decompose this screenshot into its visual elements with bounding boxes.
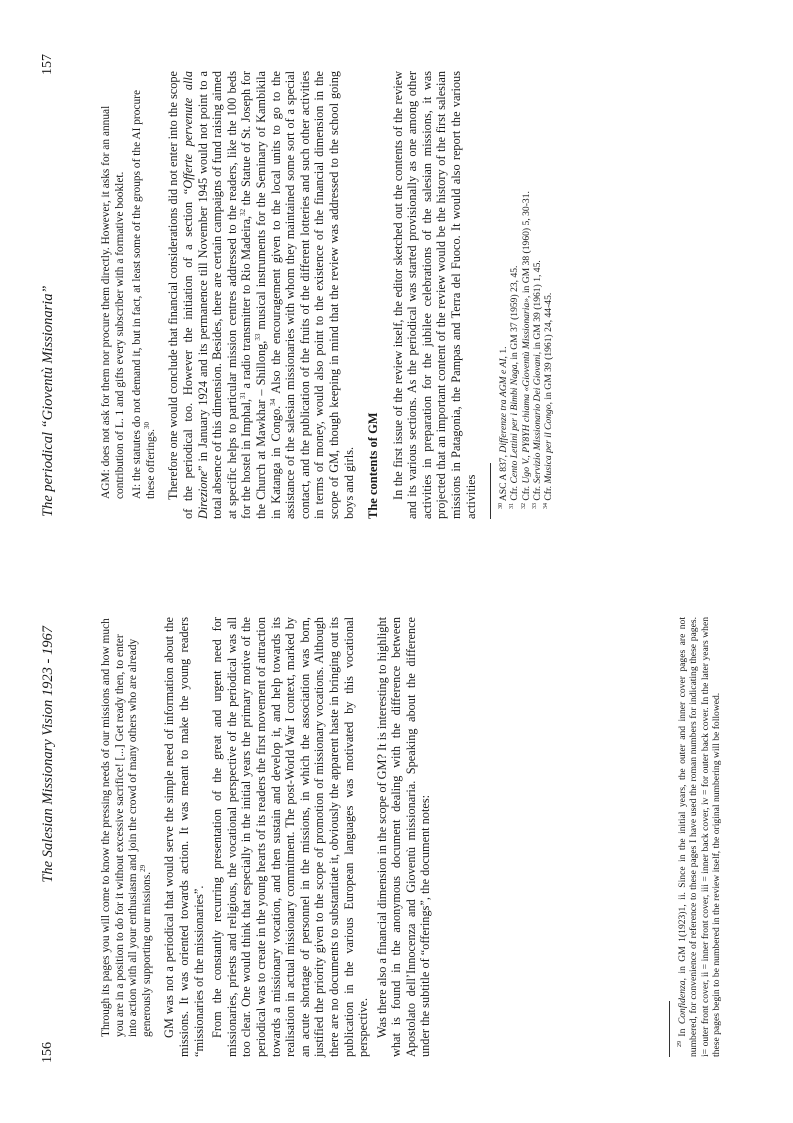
running-head: The periodical “Gioventù Missionaria” (40, 285, 56, 517)
paragraph: In the first issue of the review itself, the editor sketched out the contents of the review and its various sections. As the periodical was started provisionally as one among other activities in preparation for the jubilee celebrations of the salesian missions, it was projected that an important content of the review would be the history of the first salesian missions in Patagonia, the Pampas and Terra del Fuoco. It would also report the various activities (390, 71, 478, 519)
footnote-ref: 29 (138, 864, 147, 872)
footnote: $^{31}$ Cfr. Cento Lettini per i Bimbi Naga, in GM 37 (1959) 23, 45. (509, 265, 521, 509)
paragraph: Was there also a financial dimension in the scope of GM? It is interesting to highlight what is found in the anonymous document dealing with the difference between Apostolato dell’Innocenza and Gioventù missionaria. Speaking about the difference under the subtitle of “offerings”, the document notes: (374, 617, 433, 1057)
footnotes (677, 617, 722, 1057)
footnotes (498, 71, 554, 519)
paragraph: From the constantly recurring presentation of the great and urgent need for missionaries, priests and religious, the vocational perspective of the periodical was all too clear. One would think that especially in the initial years the primary motive of the periodical was to create in the young hearts of its readers the first movement of attraction towards a missionary vocation, and then sustain and develop it, and help towards its realisation in actual missionary commitment. The post-World War I context, marked by an acute shortage of personnel in the missions, in which the association was born, justified the priority given to the scope of promotion of missionary vocations. Although there are no documents to substantiate it, obviously the apparent haste in bringing out its publication in the various European languages was motivated by this vocational perspective. (210, 617, 371, 1057)
left-page (0, 562, 793, 1123)
block-quote: Through its pages you will come to know the pressing needs of our missions and how much you are in a position to do for it without excessive sacrifice! [...] Get ready then, to enter into action with all your enthusiasm and join the crowd of many others who are already generously supporting our missions.$^{29}$ (100, 618, 153, 1037)
body-text (100, 617, 433, 1057)
paragraph: GM was not a periodical that would serve the simple need of information about the missions. It was oriented towards action. It was meant to make the young readers “missionaries of the missionaries”. (162, 617, 206, 1057)
footnote: $^{30}$ ASC A 837, Differenze tra AGM e AI, 1. (497, 346, 509, 509)
footnote: $^{32}$ Cfr. Ugo V., PY8YH chiama «Gioventù Missionaria», in GM 38 (1960) 5, 30-31. (520, 191, 532, 509)
section-heading: The contents of GM (366, 412, 381, 519)
footnote-rule (669, 1001, 670, 1057)
body-text (100, 71, 478, 519)
running-head: The Salesian Missionary Vision 1923 - 1967 (40, 626, 56, 883)
page-number: 157 (40, 54, 55, 75)
footnote: $^{29}$ In Confidenza, in GM 1(1923)1, ii. Since in the initial years, the outer and inner cover pages are not numbered, for convenience of reference to these pages I have used the roman numbers for indicating these pages. i= outer front cover, ii = inner front cover, iii = inner back cover, iv = for outer back cover. In the later years when these pages begin to be numbered in the review itself, the original numbering will be followed. (676, 616, 722, 1057)
footnote-rule (490, 463, 491, 519)
block-quote: AGM: does not ask for them nor procure them directly. However, it asks for an annual contribution of L. 1 and gifts every subscriber with a formative booklet. (100, 105, 126, 499)
block-quote: AI: the statutes do not demand it, but in fact, at least some of the groups of the AI procure these offerings.$^{30}$ (131, 89, 157, 499)
paragraph: Therefore one would conclude that financial considerations did not enter into the scope of the periodical too. However the initiation of a section “Offerte pervenute alla Direzione” in January 1924 and its permanence till November 1945 would not point to a total absence of this dimension. Besides, there are certain campaigns of fund raising aimed at specific helps to particular mission centres addressed to the readers, like the 100 beds for the hostel in Imphal,$^{31}$ a radio transmitter to Rio Madeira,$^{32}$ the Statue of St. Joseph for the Church at Mawkhar – Shillong,$^{33}$ musical instruments for the Seminary of Kambikila in Katanga in Congo.$^{34}$ Also the encouragement given to the local units to go to the assistance of the salesian missionaries with whom they maintained some sort of a special contact, and the publication of the fruits of the different lotteries and such other activities in terms of money, would also point to the existence of the financial dimension in the scope of GM, though keeping in mind that the review was addressed to the school going boys and girls. (166, 71, 356, 519)
footnote-ref: 30 (142, 421, 151, 429)
footnote: $^{34}$ Cfr. Musica per il Congo, in GM 39 (1961) 24, 44-45. (543, 292, 555, 509)
page-number: 156 (40, 1042, 55, 1063)
right-page (0, 0, 793, 561)
footnote: $^{33}$ Cfr. Servizio Missionario Dei Giovani, in GM 39 (1961) 1, 45. (531, 260, 543, 509)
